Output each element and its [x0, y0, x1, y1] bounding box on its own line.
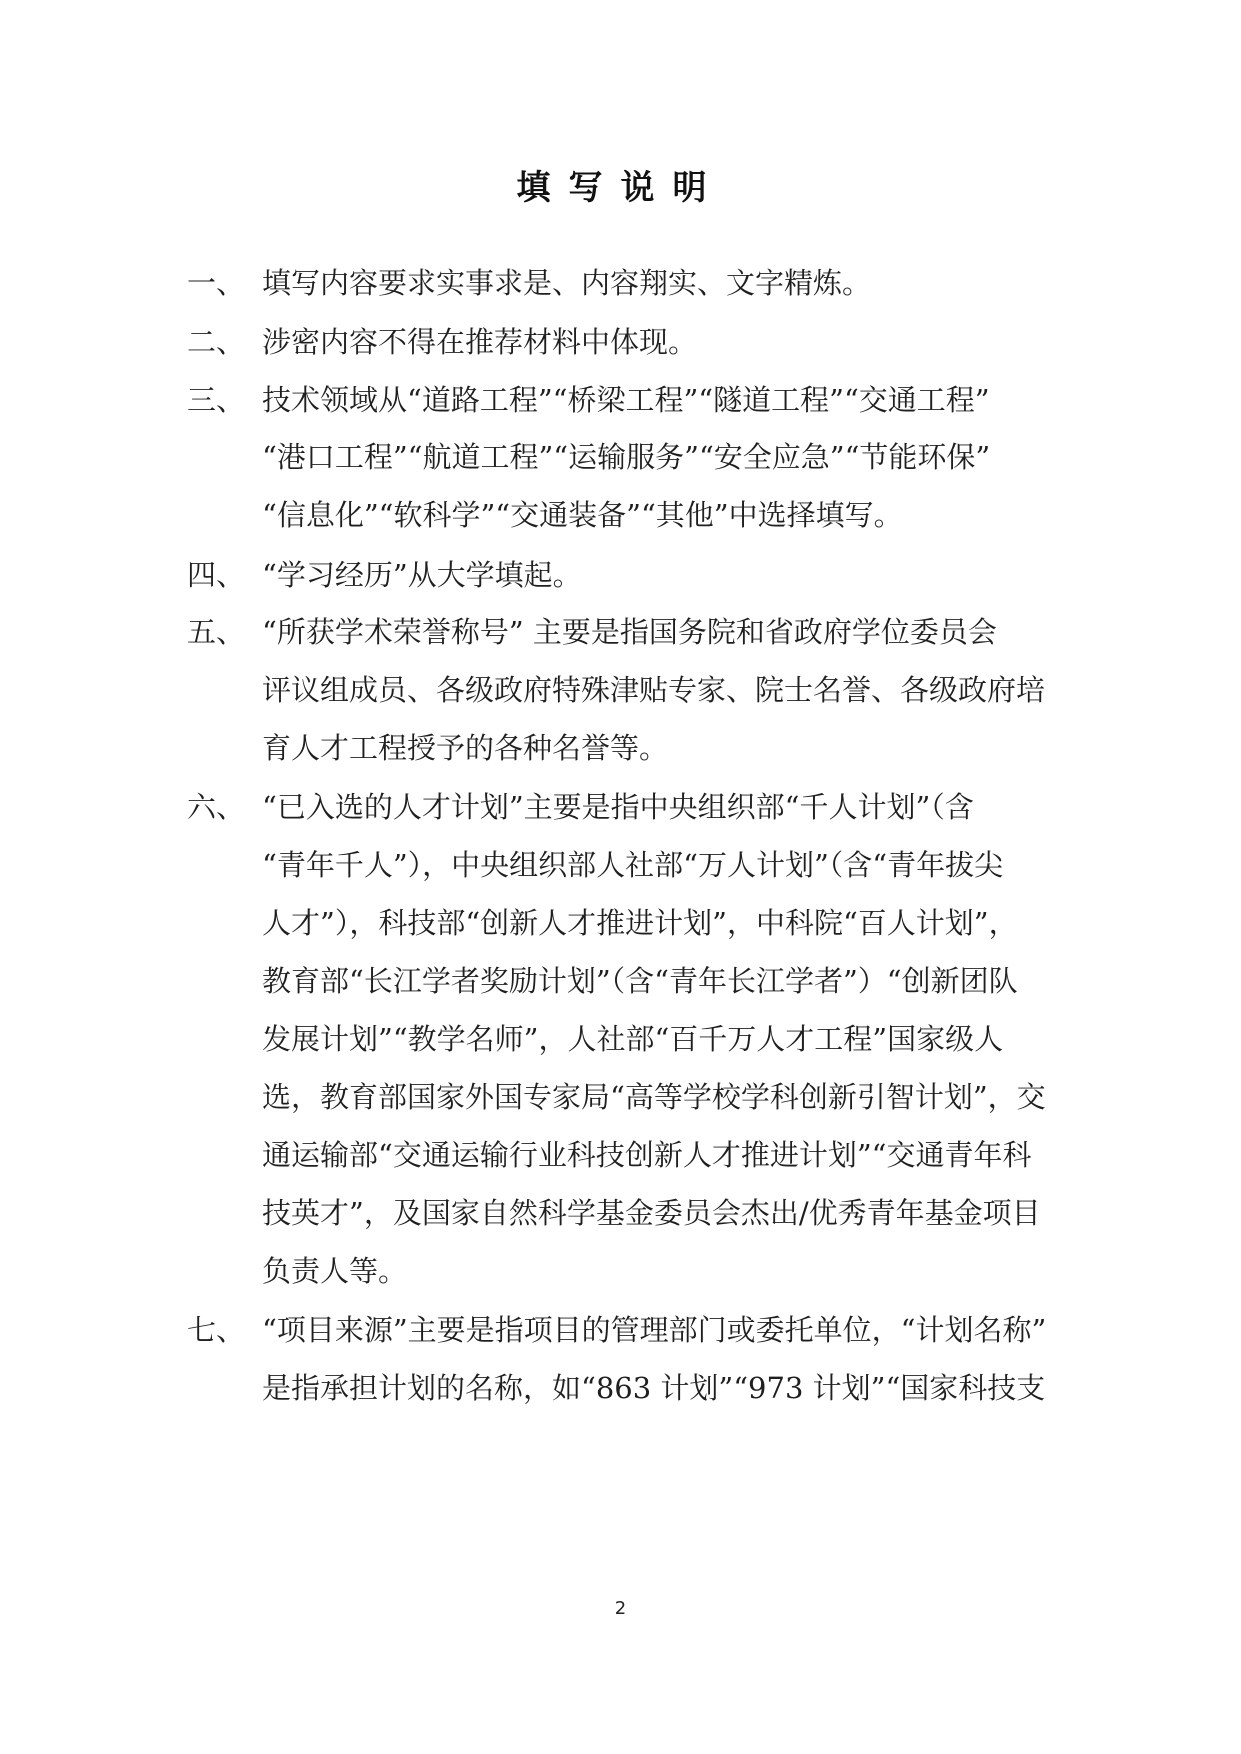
- item-text-line: 发展计划”“教学名师”，人社部“百千万人才工程”国家级人: [262, 1022, 1004, 1056]
- item-text-line: “港口工程”“航道工程”“运输服务”“安全应急”“节能环保”: [262, 440, 991, 474]
- item-text-line: 技英才”，及国家自然科学基金委员会杰出/优秀青年基金项目: [262, 1196, 1041, 1230]
- item-text-line: 负责人等。: [262, 1254, 408, 1288]
- item-text-line: “所获学术荣誉称号” 主要是指国务院和省政府学位委员会: [262, 615, 997, 649]
- item-number: 二、: [187, 325, 246, 359]
- item-number: 六、: [187, 790, 246, 824]
- item-number: 一、: [187, 266, 246, 300]
- item-text-line: 评议组成员、各级政府特殊津贴专家、院士名誉、各级政府培: [262, 673, 1046, 707]
- item-text-line: 是指承担计划的名称，如“863 计划”“973 计划”“国家科技支: [262, 1371, 1046, 1405]
- item-number: 三、: [187, 383, 246, 417]
- item-text-line: “项目来源”主要是指项目的管理部门或委托单位，“计划名称”: [262, 1313, 1047, 1347]
- item-text-line: “已入选的人才计划”主要是指中央组织部“千人计划”（含: [262, 790, 974, 824]
- item-text-line: 通运输部“交通运输行业科技创新人才推进计划”“交通青年科: [262, 1138, 1032, 1172]
- item-number: 七、: [187, 1313, 246, 1347]
- item-number: 五、: [187, 615, 246, 649]
- item-text-line: 人才”），科技部“创新人才推进计划”，中科院“百人计划”，: [262, 906, 1018, 940]
- item-text-line: 涉密内容不得在推荐材料中体现。: [262, 325, 698, 359]
- item-text-line: 育人才工程授予的各种名誉等。: [262, 731, 669, 765]
- item-text-line: “青年千人”），中央组织部人社部“万人计划”（含“青年拔尖: [262, 848, 1004, 882]
- item-text-line: 填写内容要求实事求是、内容翔实、文字精炼。: [262, 266, 872, 300]
- page-title: 填写说明: [516, 168, 725, 208]
- item-number: 四、: [187, 558, 246, 592]
- item-text-line: 选，教育部国家外国专家局“高等学校学科创新引智计划”，交: [262, 1080, 1046, 1114]
- item-text-line: “信息化”“软科学”“交通装备”“其他”中选择填写。: [262, 498, 903, 532]
- item-text-line: “学习经历”从大学填起。: [262, 558, 582, 592]
- page-number: 2: [614, 1598, 627, 1619]
- item-text-line: 技术领域从“道路工程”“桥梁工程”“隧道工程”“交通工程”: [262, 383, 990, 417]
- item-text-line: 教育部“长江学者奖励计划”（含“青年长江学者”）“创新团队: [262, 964, 1018, 998]
